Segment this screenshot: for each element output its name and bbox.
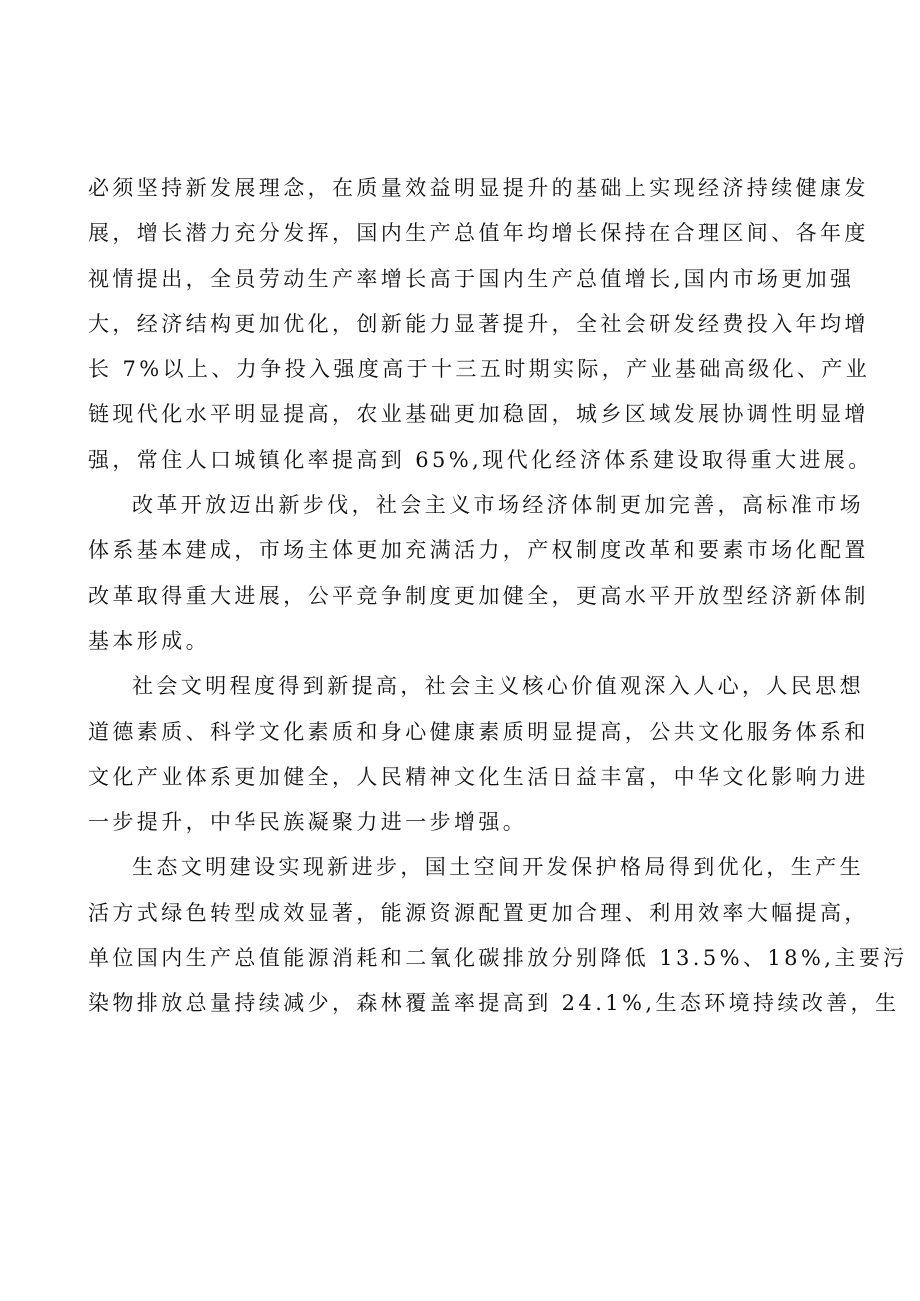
text-line: 社会文明程度得到新提高，社会主义核心价值观深入人心，人民思想 — [132, 674, 864, 699]
text-line: 改革开放迈出新步伐，社会主义市场经济体制更加完善，高标准市场 — [132, 493, 864, 518]
paragraph-3 — [88, 664, 869, 845]
text-line: 强，常住人口城镇化率提高到 65%,现代化经济体系建设取得重大进展。 — [88, 447, 873, 472]
text-line: 视情提出，全员劳动生产率增长高于国内生产总值增长,国内市场更加强 — [88, 266, 855, 291]
text-line: 展，增长潜力充分发挥，国内生产总值年均增长保持在合理区间、各年度 — [88, 221, 869, 246]
paragraph-1 — [88, 166, 873, 483]
text-line: 体系基本建成，市场主体更加充满活力，产权制度改革和要素市场化配置 — [88, 538, 869, 563]
text-line: 大，经济结构更加优化，创新能力显著提升，全社会研发经费投入年均增 — [88, 311, 869, 336]
text-line: 链现代化水平明显提高，农业基础更加稳固，城乡区域发展协调性明显增 — [88, 402, 869, 427]
text-line: 文化产业体系更加健全，人民精神文化生活日益丰富，中华文化影响力进 — [88, 764, 869, 789]
text-line: 一步提升，中华民族凝聚力进一步增强。 — [88, 810, 528, 835]
document-body — [88, 166, 908, 1027]
text-line: 改革取得重大进展，公平竞争制度更加健全，更高水平开放型经济新体制 — [88, 583, 869, 608]
text-line: 生态文明建设实现新进步，国土空间开发保护格局得到优化，生产生 — [132, 855, 864, 880]
text-line: 活方式绿色转型成效显著，能源资源配置更加合理、利用效率大幅提高， — [88, 900, 869, 925]
paragraph-2 — [88, 483, 869, 664]
text-line: 单位国内生产总值能源消耗和二氧化碳排放分别降低 13.5%、18%,主要污 — [88, 946, 908, 971]
text-line: 染物排放总量持续减少，森林覆盖率提高到 24.1%,生态环境持续改善，生 — [88, 991, 900, 1016]
text-line: 道德素质、科学文化素质和身心健康素质明显提高，公共文化服务体系和 — [88, 719, 869, 744]
text-line: 基本形成。 — [88, 628, 210, 653]
text-line: 必须坚持新发展理念，在质量效益明显提升的基础上实现经济持续健康发 — [88, 176, 869, 200]
text-line: 长 7%以上、力争投入强度高于十三五时期实际，产业基础高级化、产业 — [88, 357, 871, 382]
paragraph-4 — [88, 845, 908, 1026]
